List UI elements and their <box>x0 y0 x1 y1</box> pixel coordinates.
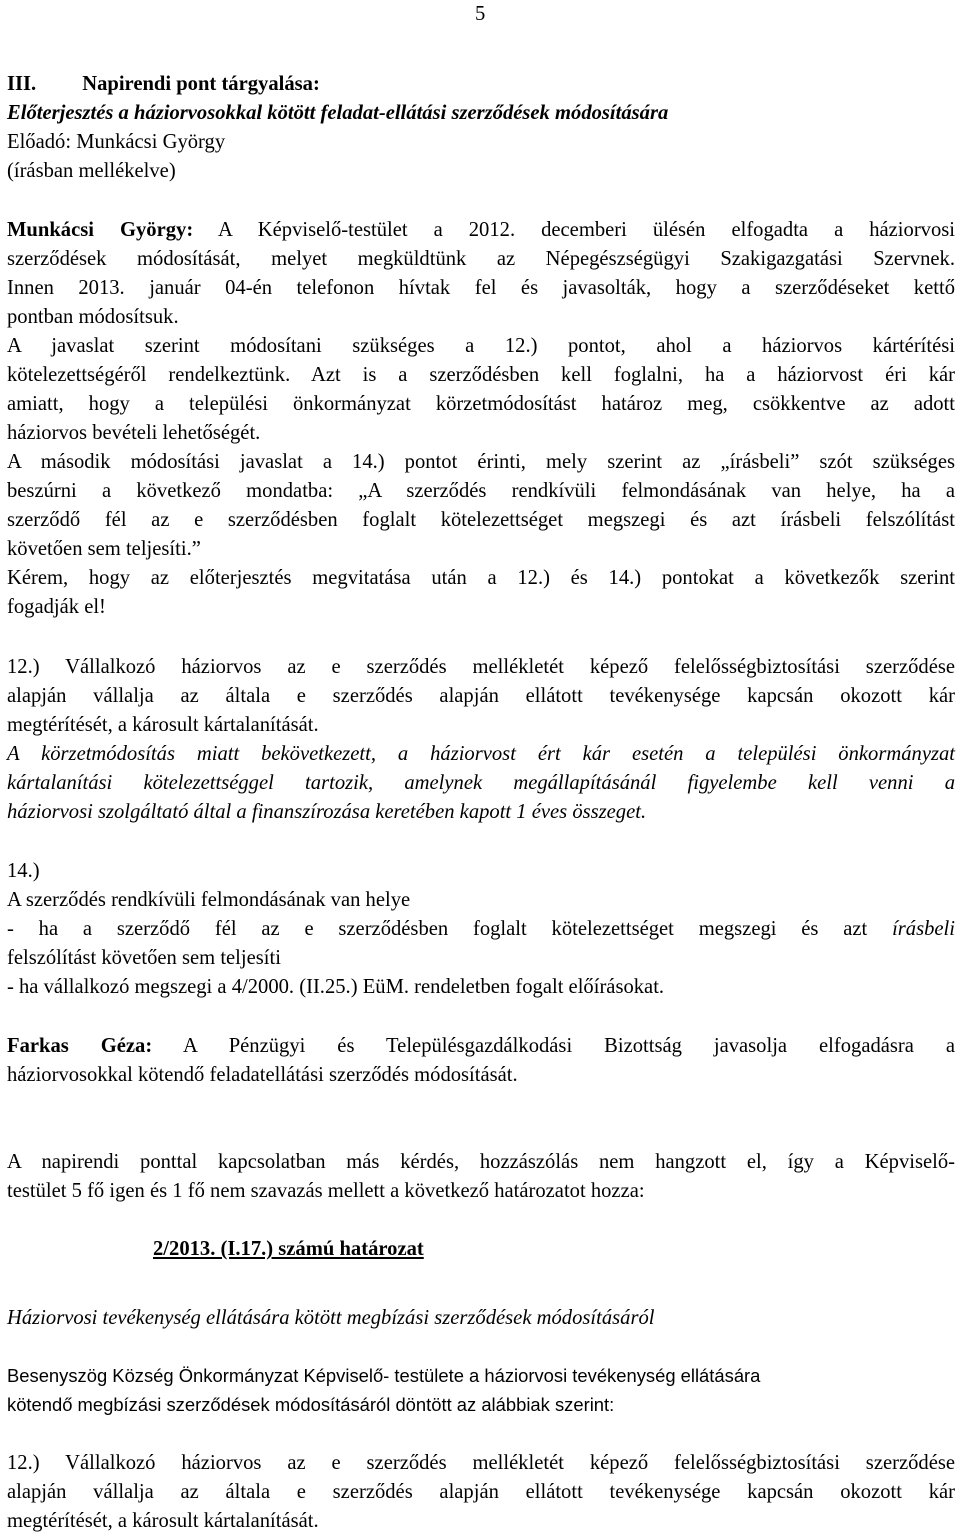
speech1-line-13: Kérem, hogy az előterjesztés megvitatása után a 12.) és 14.) pontokat a következők szerint <box>7 567 955 589</box>
speech1-line-3: Innen 2013. január 04-én telefonon hívtak fel és javasolták, hogy a szerződéseket kettő <box>7 277 955 299</box>
speech2-line-1: Farkas Géza: A Pénzügyi és Településgazdálkodási Bizottság javasolja elfogadásra a <box>7 1035 956 1057</box>
point12-line-2: alapján vállalja az általa e szerződés alapján ellátott tevékenysége kapcsán okozott kár <box>7 685 955 707</box>
agenda-attachment: (írásban mellékelve) <box>7 160 176 182</box>
speech1-line-12: követően sem teljesíti.” <box>7 538 201 560</box>
resolution-title: Háziorvosi tevékenység ellátására kötött megbízási szerződések módosításáról <box>7 1307 655 1329</box>
point14-bullet2: - ha vállalkozó megszegi a 4/2000. (II.25.) EüM. rendeletben fogalt előírásokat. <box>7 976 665 998</box>
speech1-line-8: háziorvos bevételi lehetőségét. <box>7 422 261 444</box>
speech1-line-2: szerződések módosítását, melyet megküldtünk az Népegészségügyi Szakigazgatási Szervnek. <box>7 248 955 270</box>
speech1-line-6: kötelezettségéről rendelkeztünk. Azt is a szerződésben kell foglalni, ha a háziorvost éri kár <box>7 364 955 386</box>
point12-italic-line-2: kártalanítási kötelezettséggel tartozik, amelynek megállapításánál figyelembe kell venni a <box>7 772 955 794</box>
point14-number: 14.) <box>7 860 40 882</box>
point14-bullet1-line-1: - ha a szerződő fél az e szerződésben foglalt kötelezettséget megszegi és azt írásbeli <box>7 918 955 940</box>
resolution-body-line-2: kötendő megbízási szerződések módosításáról döntött az alábbiak szerint: <box>7 1394 615 1415</box>
point12-italic-line-3: háziorvosi szolgáltató által a finanszírozása keretében kapott 1 éves összeget. <box>7 801 647 823</box>
resolution-number: 2/2013. (I.17.) számú határozat <box>153 1238 424 1260</box>
point12-italic-line-1: A körzetmódosítás miatt bekövetkezett, a háziorvost ért kár esetén a települési önkormányzat <box>7 743 955 765</box>
vote-line-2: testület 5 fő igen és 1 fő nem szavazás mellett a következő határozatot hozza: <box>7 1180 645 1202</box>
vote-line-1: A napirendi ponttal kapcsolatban más kérdés, hozzászólás nem hangzott el, így a Képviselő- <box>7 1151 955 1173</box>
speech1-line-14: fogadják el! <box>7 596 106 618</box>
speaker-munkacsi: Munkácsi György: <box>7 219 194 241</box>
resolution-point12-line-2: alapján vállalja az általa e szerződés alapján ellátott tevékenysége kapcsán okozott kár <box>7 1481 955 1503</box>
speaker-farkas: Farkas Géza: <box>7 1035 153 1057</box>
resolution-body-line-1: Besenyszög Község Önkormányzat Képviselő- testülete a háziorvosi tevékenység ellátására <box>7 1365 761 1386</box>
agenda-presenter: Előadó: Munkácsi György <box>7 131 226 153</box>
agenda-title: Előterjesztés a háziorvosokkal kötött feladat-ellátási szerződések módosítására <box>7 102 669 124</box>
speech1-line-4: pontban módosítsuk. <box>7 306 179 328</box>
agenda-heading: Napirendi pont tárgyalása: <box>82 73 320 95</box>
speech1-line-7: amiatt, hogy a települési önkormányzat körzetmódosítást határoz meg, csökkentve az adott <box>7 393 955 415</box>
resolution-point12-line-1: 12.) Vállalkozó háziorvos az e szerződés mellékletét képező felelősségbiztosítási szerződése <box>7 1452 955 1474</box>
speech1-line-9: A második módosítási javaslat a 14.) pontot érinti, mely szerint az „írásbeli” szót szükséges <box>7 451 955 473</box>
speech2-line-2: háziorvosokkal kötendő feladatellátási szerződés módosítását. <box>7 1064 518 1086</box>
speech1-line-11: szerződő fél az e szerződésben foglalt kötelezettséget megszegi és azt írásbeli felszólítást <box>7 509 955 531</box>
speech1-line-5: A javaslat szerint módosítani szükséges a 12.) pontot, ahol a háziorvos kártérítési <box>7 335 955 357</box>
point12-line-3: megtérítését, a károsult kártalanítását. <box>7 714 319 736</box>
italic-word-irasbeli: írásbeli <box>892 918 955 940</box>
point14-intro: A szerződés rendkívüli felmondásának van helye <box>7 889 411 911</box>
page-number: 5 <box>475 3 486 25</box>
agenda-heading-line <box>7 72 320 96</box>
agenda-number: III. <box>7 73 37 95</box>
speech1-line-1: Munkácsi György: A Képviselő-testület a 2012. decemberi ülésén elfogadta a háziorvosi <box>7 219 956 241</box>
point14-bullet1-line-2: felszólítást követően sem teljesíti <box>7 947 281 969</box>
speech1-line-10: beszúrni a következő mondatba: „A szerződés rendkívüli felmondásának van helye, ha a <box>7 480 955 502</box>
resolution-point12-line-3: megtérítését, a károsult kártalanítását. <box>7 1510 319 1532</box>
point12-line-1: 12.) Vállalkozó háziorvos az e szerződés mellékletét képező felelősségbiztosítási szerződése <box>7 656 955 678</box>
